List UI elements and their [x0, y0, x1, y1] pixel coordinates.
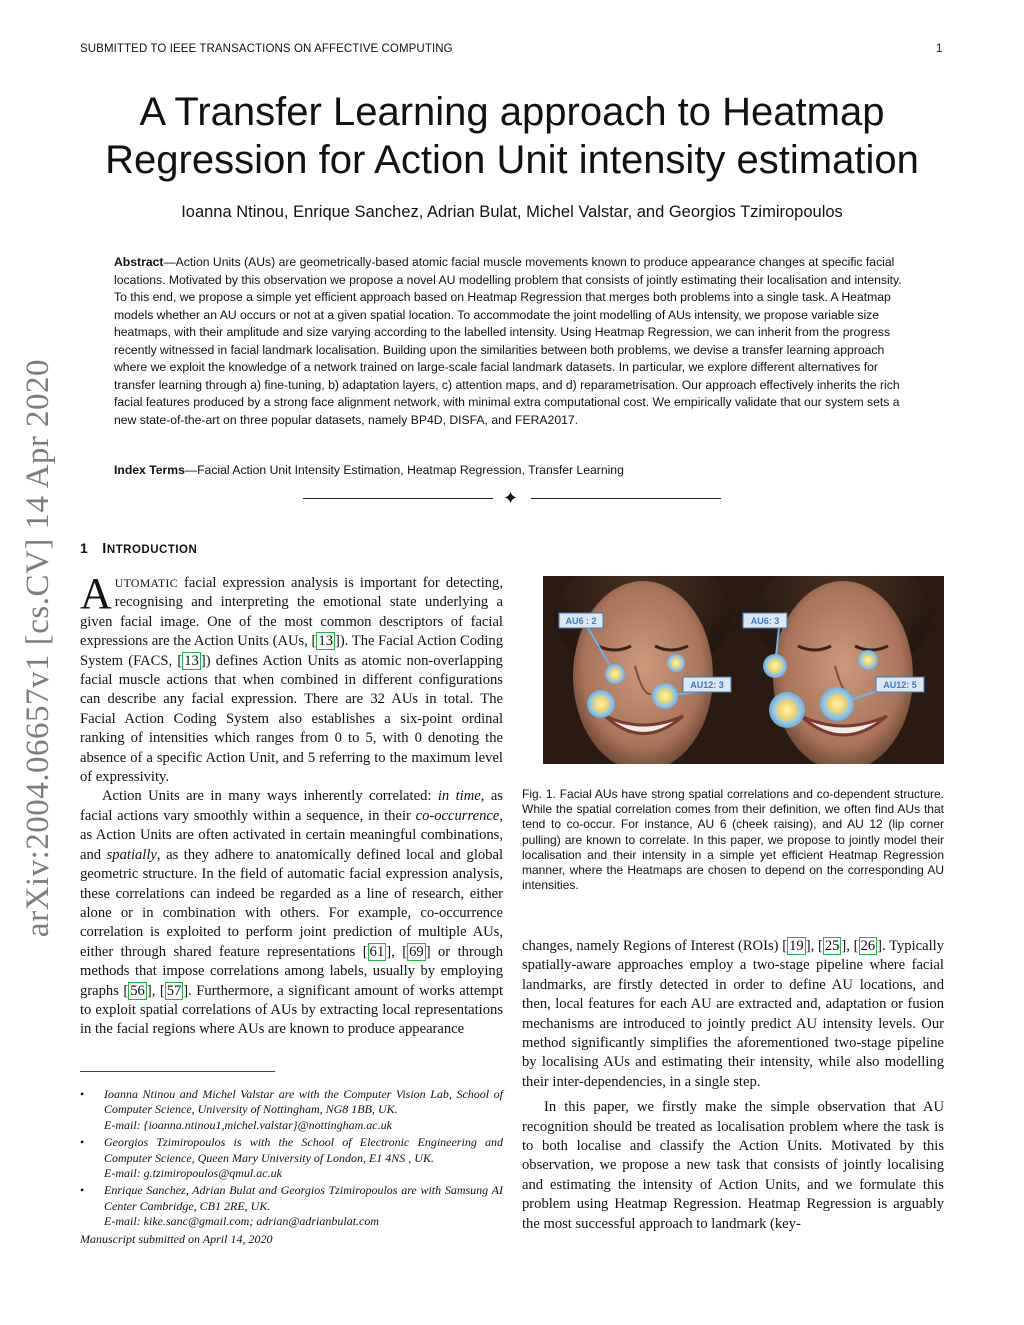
running-header: SUBMITTED TO IEEE TRANSACTIONS ON AFFECTIVE COMPUTING	[80, 43, 453, 55]
abstract-label: Abstract	[114, 255, 164, 269]
smallcaps-word: UTOMATIC	[114, 576, 178, 590]
heatmap-au6-right-a	[763, 654, 787, 678]
title-line-2: Regression for Action Unit intensity estimation	[105, 138, 919, 182]
text-run: changes, namely Regions of Interest (ROIs)	[522, 938, 783, 954]
footnote-item	[80, 1183, 503, 1229]
bullet-icon: •	[80, 1135, 85, 1150]
author-list: Ioanna Ntinou, Enrique Sanchez, Adrian Bulat, Michel Valstar, and Georgios Tzimiropoulos	[181, 203, 843, 221]
text-run: , as they adhere to anatomically defined local and global geometric structure. In the field of automatic facial expression analysis, these correlations can indeed be regarded as a line of research, either alone or in combination with others. For example, co-occurrence correlation is exploited to perform joint prediction of multiple AUs, either through shared feature representations	[80, 846, 503, 960]
separator-diamond-icon: ✦	[503, 488, 519, 508]
page-number: 1	[936, 43, 943, 55]
heatmap-au12-left-b	[652, 683, 678, 709]
title-line-1: A Transfer Learning approach to Heatmap	[139, 90, 885, 134]
drop-cap: A	[80, 569, 112, 618]
text-run: , as facial actions vary smoothly within a sequence, in their	[80, 788, 503, 824]
abstract	[114, 254, 914, 429]
footnote-affiliation: Enrique Sanchez, Adrian Bulat and Georgios Tzimiropoulos are with Samsung AI Center Cambridge, CB1 2RE, UK.	[104, 1183, 503, 1213]
right-column	[522, 937, 944, 1234]
text-run: ,	[810, 938, 818, 954]
citation-link[interactable]: 61	[369, 943, 385, 960]
footnote-email: E-mail: kike.sanc@gmail.com; adrian@adrianbulat.com	[104, 1214, 380, 1229]
index-terms-label: Index Terms	[114, 463, 185, 477]
citation-link[interactable]: 25	[824, 938, 840, 954]
paper-title	[80, 88, 944, 184]
footnote-affiliation: Ioanna Ntinou and Michel Valstar are with the Computer Vision Lab, School of Computer Science, University of Nottingham, NG8 1BB, UK.	[104, 1087, 503, 1117]
bullet-icon: •	[80, 1087, 85, 1101]
footnote-item	[80, 1135, 503, 1181]
figure-label-text: AU6 : 2	[565, 616, 597, 626]
text-run: . Furthermore, a significant amount of works attempt to exploit spatial correlations of AUs by extracting local representations in the facial regions where AUs are known to produce appearance	[80, 982, 504, 1038]
citation-link[interactable]: 57	[166, 982, 182, 999]
text-run: facial expression analysis is important for detecting, recognising and interpreting the emotional state underlying a given facial image. One of the most common descriptors of facial expressions are the Action Units (AUs,	[80, 575, 503, 650]
figure-au-heatmaps	[543, 576, 944, 764]
text-run: or through methods that impose correlations among labels, usually by employing graphs	[80, 943, 504, 999]
heatmap-au6-left-a	[605, 664, 625, 684]
intro-paragraph-1: AUTOMATIC facial expression analysis is important for detecting, recognising and interpreting the emotional state underlying a given facial image. One of the most common descriptors of facial expressions are the Action Units (AUs, [ 13 ]). The Facial Action Coding System (FACS, [ 13 ]) defines Action Units as atomic non-overlapping facial muscle actions that when combined in different configurations can describe any facial expression. There are 32 AUs in total. The Facial Action Coding System also establishes a six-point ordinal ranking of intensities which ranges from 0 to 5, with 0 denoting the absence of a specific Action Unit, and 5 referring to the maximum level of expressivity.	[80, 569, 504, 786]
italic-term: co-occurrence	[415, 807, 500, 824]
right-paragraph-2: In this paper, we firstly make the simple observation that AU recognition should be treated as localisation problem where the task is to both localise and classify the Action Units. Motivated by this observation, we propose a new task that consists of jointly localising and estimating the intensity of Action Units, and we formulate this problem using Heatmap Regression. Heatmap Regression is arguably the most successful approach to landmark (key-	[522, 1099, 944, 1232]
footnotes	[80, 1087, 503, 1232]
text-run: . Typically spatially-aware approaches employ a two-stage pipeline where facial landmarks, are firstly detected in order to define AU locations, and then, local features for each AU are extracted and, adaptation or fusion mechanisms are introduced to jointly predict AU intensity levels. Our method significantly simplifies the aforementioned two-stage pipeline by localising AUs and estimating their intensity, while also modelling their inter-dependencies, in a single step.	[522, 938, 945, 1090]
section-title-initial: I	[102, 541, 107, 557]
text-run: ,	[391, 943, 403, 960]
section-number: 1	[80, 540, 89, 556]
text-run: Action Units are in many ways inherently correlated:	[102, 788, 438, 805]
index-terms	[114, 463, 914, 477]
heatmap-au6-left-b	[667, 654, 685, 672]
text-run: , as Action Units are often activated in certain meaningful combinations, and	[80, 807, 503, 863]
manuscript-note: Manuscript submitted on April 14, 2020	[80, 1232, 273, 1246]
separator-line-right	[531, 498, 721, 499]
text-run: ,	[846, 938, 854, 954]
left-column	[80, 569, 504, 1040]
citation-link[interactable]: 19	[789, 938, 804, 954]
text-run: ,	[151, 982, 160, 999]
label-au6-left	[559, 613, 603, 628]
section-heading	[80, 540, 197, 557]
figure-caption: Fig. 1. Facial AUs have strong spatial correlations and co-dependent structure. While the spatial correlation comes from their definition, we often find AUs that tend to co-occur. For instance, AU 6 (cheek raising), and AU 12 (lip corner pulling) are known to correlate. In this paper, we propose to jointly model their localisation and their intensity in a simple yet efficient Heatmap Regression manner, where the Heatmaps are chosen to depend on the corresponding AU intensities.	[522, 787, 944, 893]
footnote-affiliation: Georgios Tzimiropoulos is with the School of Electronic Engineering and Computer Science, Queen Mary University of London, E1 4NS , UK.	[104, 1135, 503, 1165]
citation-link[interactable]: 13	[184, 652, 199, 669]
text-run: ). The Facial Action Coding System (FACS,	[80, 633, 504, 669]
figure-label-text: AU12: 5	[883, 680, 917, 690]
citation-link[interactable]: 56	[130, 982, 145, 999]
abstract-text: —Action Units (AUs) are geometrically-based atomic facial muscle movements known to produce appearance changes at specific facial locations. Motivated by this observation we propose a novel AU modelling problem that consists of jointly estimating their localisation and intensity. To this end, we propose a simple yet efficient approach based on Heatmap Regression that merges both problems into a single task. A Heatmap models whether an AU occurs or not at a given spatial location. To accommodate the joint modelling of AUs intensity, we propose variable size heatmaps, with their amplitude and size varying according to the labelled intensity. Using Heatmap Regression, we can inherit from the progress recently witnessed in facial landmark localisation. Building upon the similarities between both problems, we devise a transfer learning approach where we exploit the knowledge of a network trained on large-scale facial landmark datasets. In particular, we explore different alternatives for transfer learning through a) fine-tuning, b) adaptation layers, c) attention maps, and d) reparametrisation. Our approach effectively inherits the rich facial features produced by a strong face alignment network, with minimal extra computational cost. We empirically validate that our system sets a new state-of-the-art on three popular datasets, namely BP4D, DISFA, and FERA2017.	[114, 255, 902, 427]
label-au6-right	[743, 613, 787, 628]
footnote-rule	[80, 1071, 275, 1072]
citation-link[interactable]: 13	[318, 633, 333, 650]
footnote-email: E-mail: {ioanna.ntinou1,michel.valstar}@nottingham.ac.uk	[104, 1117, 392, 1132]
heatmap-au12-right-a	[769, 692, 805, 728]
label-au12-left	[683, 677, 731, 692]
italic-term: spatially	[106, 846, 157, 863]
figure-illustration	[543, 576, 944, 764]
separator-line-left	[303, 498, 493, 499]
arxiv-stamp: arXiv:2004.06657v1 [cs.CV] 14 Apr 2020	[20, 358, 56, 938]
bullet-icon: •	[80, 1183, 85, 1198]
figure-label-text: AU6: 3	[750, 616, 780, 626]
italic-term: in time	[437, 788, 481, 805]
heatmap-au12-left-a	[587, 690, 615, 718]
heatmap-au12-right-b	[820, 687, 854, 721]
right-paragraph-1: changes, namely Regions of Interest (ROIs) [ 19 ], [ 25 ], [ 26 ]. Typically spatially-aware approaches employ a two-stage pipeline where facial landmarks, are firstly detected in order to define AU locations, and then, local features for each AU are extracted and, adaptation or fusion mechanisms are introduced to jointly predict AU intensity levels. Our method significantly simplifies the aforementioned two-stage pipeline by localising AUs and estimating their intensity, while also modelling their inter-dependencies, in a single step.	[522, 938, 945, 1090]
label-au12-right	[876, 677, 924, 692]
footnote-item	[80, 1087, 503, 1133]
section-title-rest: NTRODUCTION	[106, 544, 198, 556]
index-terms-text: —Facial Action Unit Intensity Estimation, Heatmap Regression, Transfer Learning	[184, 463, 624, 477]
citation-link[interactable]: 26	[860, 938, 876, 954]
footnote-email: E-mail: g.tzimiropoulos@qmul.ac.uk	[104, 1166, 282, 1181]
text-run: ) defines Action Units as atomic non-overlapping facial muscle actions that when combined in different configurations can describe any facial expression. There are 32 AUs in total. The Facial Action Coding System also establishes a six-point ordinal ranking of intensities which ranges from 0 to 5, with 0 denoting the absence of a specific Action Unit, and 5 referring to the maximum level of expressivity.	[80, 652, 503, 786]
heatmap-au6-right-b	[858, 650, 878, 670]
citation-link[interactable]: 69	[409, 943, 424, 960]
intro-paragraph-2: Action Units are in many ways inherently correlated: in time, as facial actions vary smoothly within a sequence, in their co-occurrence, as Action Units are often activated in certain meaningful combinations, and spatially, as they adhere to anatomically defined local and global geometric structure. In the field of automatic facial expression analysis, these correlations can indeed be regarded as a line of research, either alone or in combination with others. For example, co-occurrence correlation is exploited to perform joint prediction of multiple AUs, either through shared feature representations [ 61 ], [ 69 ] or through methods that impose correlations among labels, usually by employing graphs [ 56 ], [ 57 ]. Furthermore, a significant amount of works attempt to exploit spatial correlations of AUs by extracting local representations in the facial regions where AUs are known to produce appearance	[80, 788, 504, 1038]
figure-label-text: AU12: 3	[690, 680, 724, 690]
